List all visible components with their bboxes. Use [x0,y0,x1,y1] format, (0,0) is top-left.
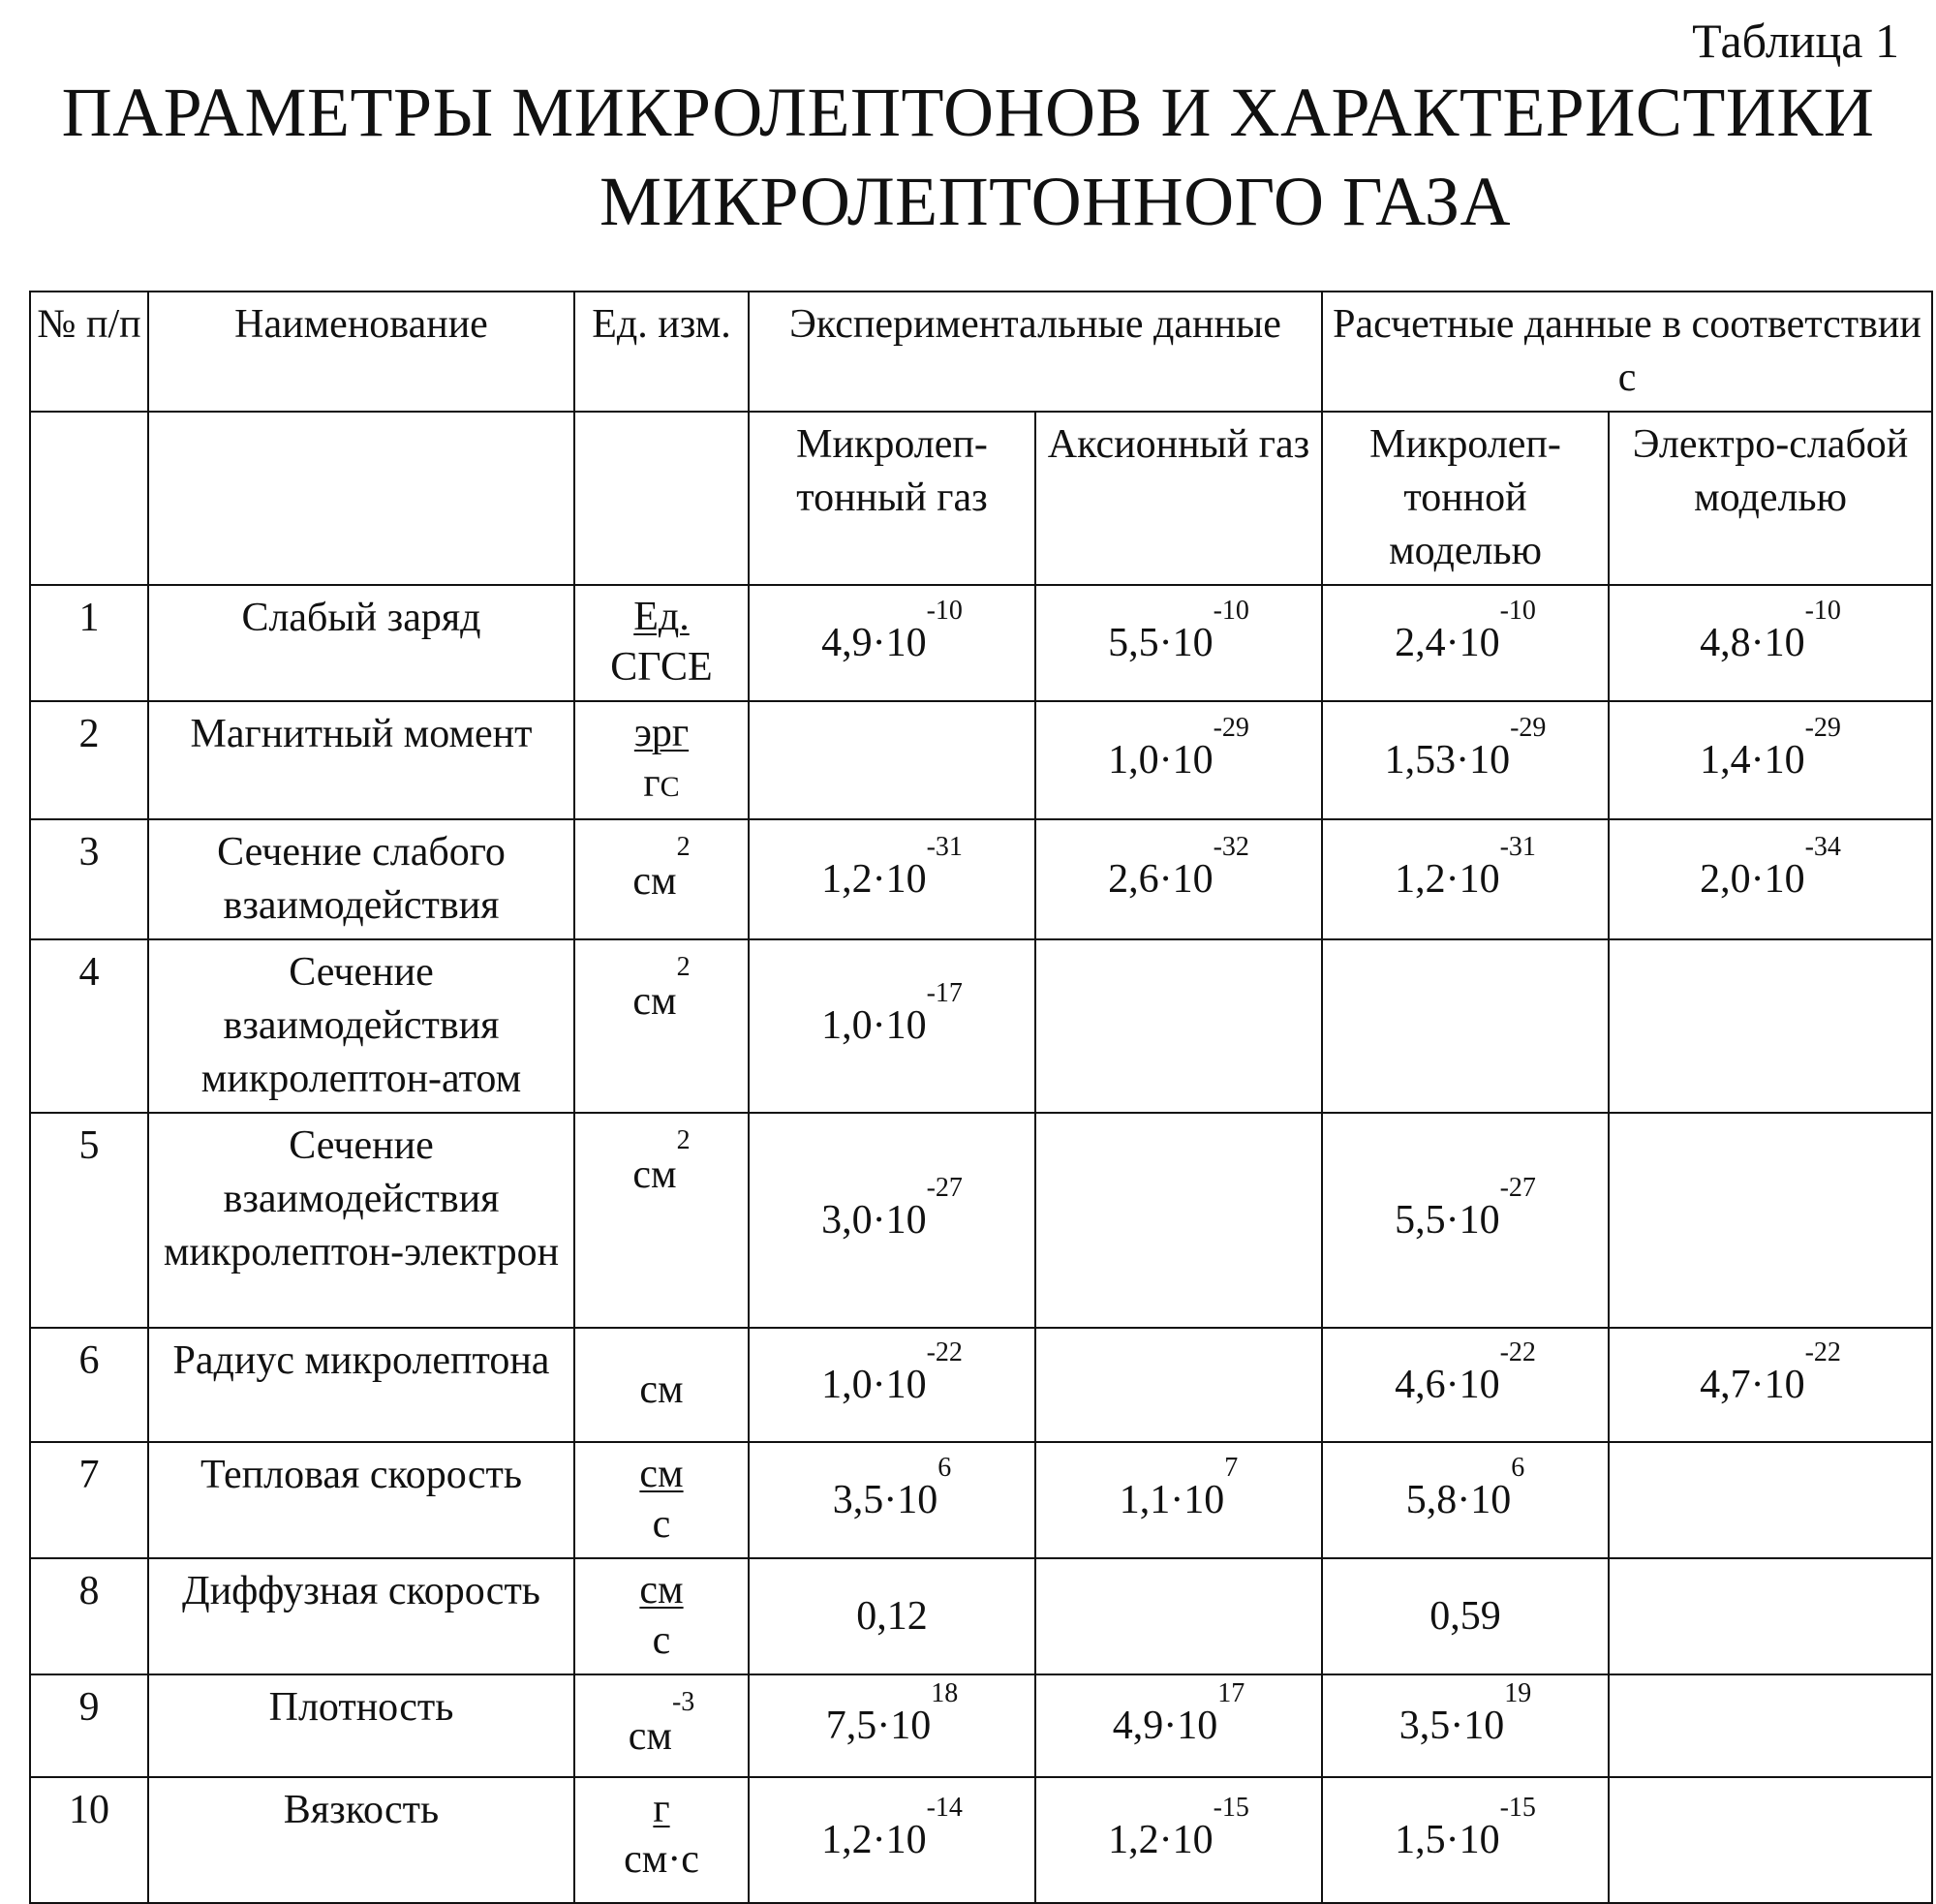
value-microlepton-gas: $3,5\cdot 10^6$ [749,1442,1035,1558]
unit-cell [574,939,749,1113]
table-number-label: Таблица 1 [1692,14,1899,68]
title-line-1: ПАРАМЕТРЫ МИКРОЛЕПТОНОВ И ХАРАКТЕРИСТИКИ [61,74,1875,151]
value-electroweak-model [1609,1777,1932,1903]
unit-denominator: СГСЕ [610,645,713,690]
unit-cell [574,1777,749,1903]
table-body [30,585,1932,1903]
row-number: 1 [30,585,148,701]
value-axion-gas: $4,9\cdot 10^{17}$ [1035,1674,1322,1777]
unit-value: $см^2$ [632,832,691,904]
value-axion-gas [1035,939,1322,1113]
value-axion-gas [1035,1113,1322,1328]
row-number: 10 [30,1777,148,1903]
value-microlepton-gas: $7,5\cdot 10^{18}$ [749,1674,1035,1777]
header-empty-unit [574,412,749,585]
header-sub-microlepton-gas: Микролеп-тонный газ [749,412,1035,585]
value-microlepton-gas: 0,12 [749,1558,1035,1674]
value-microlepton-model: 0,59 [1322,1558,1609,1674]
value-microlepton-gas: $1,0\cdot 10^{-17}$ [749,939,1035,1113]
unit-denominator: с [652,1618,671,1663]
unit-numerator: см [639,1568,684,1612]
value-axion-gas [1035,1558,1322,1674]
header-row-2 [30,412,1932,585]
value-microlepton-model [1322,939,1609,1113]
table-row [30,819,1932,939]
table-row [30,585,1932,701]
value-microlepton-model: $3,5\cdot 10^{19}$ [1322,1674,1609,1777]
header-sub-electroweak-model: Электро-слабой моделью [1609,412,1932,585]
parameter-name: Радиус микролептона [148,1328,574,1442]
value-electroweak-model [1609,1442,1932,1558]
unit-value: $см^2$ [632,1125,691,1197]
row-number: 5 [30,1113,148,1328]
unit-denominator: гС [643,761,680,806]
header-num: № п/п [30,292,148,412]
value-electroweak-model: $4,8\cdot 10^{-10}$ [1609,585,1932,701]
unit-numerator: Ед. [633,595,690,639]
value-microlepton-gas [749,701,1035,819]
value-electroweak-model: $4,7\cdot 10^{-22}$ [1609,1328,1932,1442]
row-number: 8 [30,1558,148,1674]
value-microlepton-model: $1,2\cdot 10^{-31}$ [1322,819,1609,939]
parameter-name: Плотность [148,1674,574,1777]
value-electroweak-model [1609,1558,1932,1674]
unit-denominator: с [652,1502,671,1547]
value-axion-gas: $1,0\cdot 10^{-29}$ [1035,701,1322,819]
row-number: 4 [30,939,148,1113]
row-number: 3 [30,819,148,939]
header-empty-num [30,412,148,585]
value-microlepton-gas: $3,0\cdot 10^{-27}$ [749,1113,1035,1328]
value-microlepton-model: $5,5\cdot 10^{-27}$ [1322,1113,1609,1328]
value-microlepton-gas: $1,2\cdot 10^{-31}$ [749,819,1035,939]
unit-numerator: г [653,1787,670,1831]
value-electroweak-model: $1,4\cdot 10^{-29}$ [1609,701,1932,819]
value-microlepton-model: $5,8\cdot 10^6$ [1322,1442,1609,1558]
unit-fraction [610,592,712,692]
value-microlepton-model: $2,4\cdot 10^{-10}$ [1322,585,1609,701]
row-number: 6 [30,1328,148,1442]
table-row [30,1558,1932,1674]
unit-numerator: см [639,1452,684,1496]
unit-cell [574,1558,749,1674]
table-row [30,939,1932,1113]
unit-value: см [639,1367,684,1412]
unit-value: $см^2$ [632,952,691,1024]
row-number: 7 [30,1442,148,1558]
table-row [30,1113,1932,1328]
unit-numerator: эрг [633,711,690,755]
unit-fraction [639,1565,683,1666]
header-experimental: Экспериментальные данные [749,292,1322,412]
value-microlepton-model: $1,53\cdot 10^{-29}$ [1322,701,1609,819]
header-unit: Ед. изм. [574,292,749,412]
title-line-2: МИКРОЛЕПТОННОГО ГАЗА [599,163,1512,240]
value-axion-gas: $1,1\cdot 10^7$ [1035,1442,1322,1558]
unit-cell [574,1113,749,1328]
value-axion-gas [1035,1328,1322,1442]
header-sub-axion-gas: Аксионный газ [1035,412,1322,585]
header-computed: Расчетные данные в соответствии с [1322,292,1932,412]
parameter-name: Вязкость [148,1777,574,1903]
unit-fraction [624,1784,699,1885]
value-axion-gas: $5,5\cdot 10^{-10}$ [1035,585,1322,701]
header-empty-name [148,412,574,585]
unit-cell [574,701,749,819]
parameter-name: Диффузная скорость [148,1558,574,1674]
value-electroweak-model [1609,1674,1932,1777]
value-microlepton-model: $1,5\cdot 10^{-15}$ [1322,1777,1609,1903]
parameter-name: Сечение слабого взаимодействия [148,819,574,939]
unit-cell [574,1674,749,1777]
parameter-name: Магнитный момент [148,701,574,819]
table-row [30,1442,1932,1558]
value-microlepton-gas: $1,0\cdot 10^{-22}$ [749,1328,1035,1442]
value-microlepton-gas: $1,2\cdot 10^{-14}$ [749,1777,1035,1903]
parameters-table [29,291,1933,1904]
unit-cell [574,585,749,701]
unit-value: $см^{-3}$ [628,1687,695,1759]
header-sub-microlepton-model: Микролеп-тонной моделью [1322,412,1609,585]
value-microlepton-model: $4,6\cdot 10^{-22}$ [1322,1328,1609,1442]
unit-cell [574,819,749,939]
table-row [30,701,1932,819]
header-row-1 [30,292,1932,412]
parameter-name: Сечение взаимодействия микролептон-атом [148,939,574,1113]
parameter-name: Тепловая скорость [148,1442,574,1558]
document-title [0,68,1936,246]
header-name: Наименование [148,292,574,412]
value-axion-gas: $1,2\cdot 10^{-15}$ [1035,1777,1322,1903]
value-microlepton-gas: $4,9\cdot 10^{-10}$ [749,585,1035,701]
unit-fraction [639,1449,683,1550]
unit-denominator: см·с [624,1837,699,1882]
unit-cell [574,1442,749,1558]
row-number: 2 [30,701,148,819]
unit-cell [574,1328,749,1442]
value-electroweak-model [1609,1113,1932,1328]
value-electroweak-model [1609,939,1932,1113]
value-electroweak-model: $2,0\cdot 10^{-34}$ [1609,819,1932,939]
unit-fraction [634,708,689,813]
row-number: 9 [30,1674,148,1777]
parameter-name: Слабый заряд [148,585,574,701]
table-row [30,1777,1932,1903]
table-row [30,1328,1932,1442]
table-row [30,1674,1932,1777]
parameter-name: Сечение взаимодействия микролептон-электрон [148,1113,574,1328]
value-axion-gas: $2,6\cdot 10^{-32}$ [1035,819,1322,939]
